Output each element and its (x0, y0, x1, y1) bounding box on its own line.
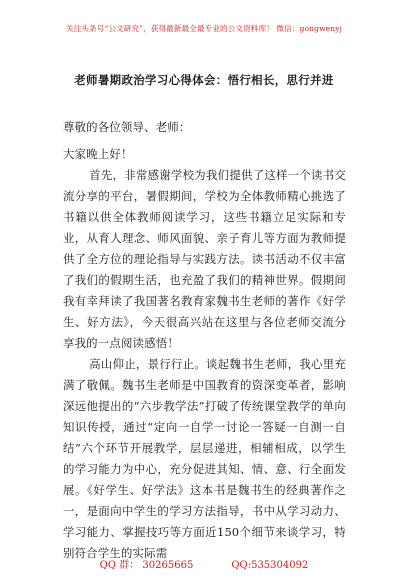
header-banner: 关注头条号“公文研究”，获得最新最全最专业的公文资料库！ 微信：gongwenyj (65, 24, 343, 33)
footer-qq-group: QQ 群： 30265665 (99, 560, 194, 571)
paragraph: 首先，非常感谢学校为我们提供了这样一个读书交流分享的平台，暑假期间，学校为全体教师精心挑选了书籍以供全体教师阅读学习，这些书籍立足实际和专业，从育人理念、师风面貌、亲子育儿等方面为教师提供了全方位的理论指导与实践方法。读书活动不仅丰富了我们的假期生活，也充盈了我们的精神世界。假期间我有幸拜读了我国著名教育家魏书生老师的著作《好学生、好方法》，今天很高兴站在这里与各位老师交流分享我的一点阅读感悟！ (63, 168, 346, 350)
document-body (63, 107, 346, 564)
footer-qq: QQ:535304092 (231, 560, 309, 571)
salutation: 尊敬的各位领导、老师： (63, 120, 191, 134)
paragraph: 高山仰止，景行行止。谈起魏书生老师，我心里充满了敬佩。魏书生老师是中国教育的资深变革者，影响深远他提出的“六步教学法”打破了传统课堂教学的单向知识传授，通过“定向一自学一讨论一答疑一自测一自结”六个环节开展教学，层层递进，相辅相成，以学生的学习能力为中心，充分促进其知、情、意、行全面发展。《好学生、好学法》这本书是魏书生的经典著作之一，是面向中学生的学习方法指导，书中从学习动力、学习能力、掌握技巧等方面近150个细节来谈学习，特别符合学生的实际需 (63, 357, 346, 560)
footer-contact (0, 556, 408, 571)
greeting: 大家晚上好！ (63, 147, 133, 161)
document-title: 老师暑期政治学习心得体会：悟行相长，思行并进 (74, 73, 334, 87)
